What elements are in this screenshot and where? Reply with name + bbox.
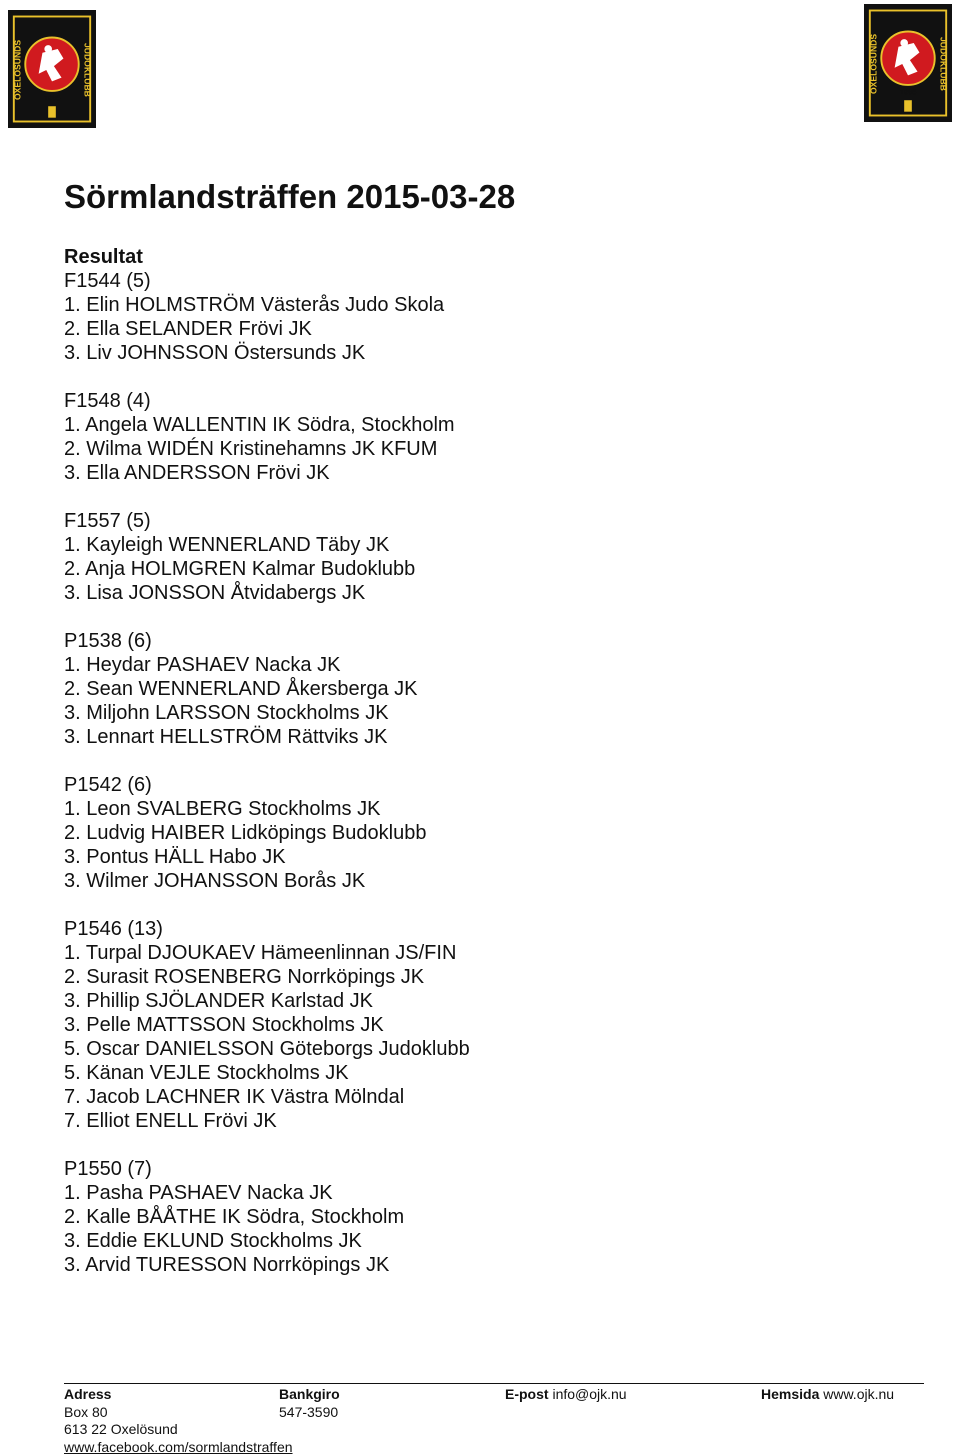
footer-email [505, 1386, 627, 1404]
group-header: F1557 (5) [64, 510, 151, 532]
result-group [64, 773, 470, 893]
bankgiro-label: Bankgiro [279, 1386, 340, 1402]
result-group [64, 917, 470, 1133]
result-line: 1. Heydar PASHAEV Nacka JK [64, 654, 341, 676]
result-group [64, 269, 470, 365]
result-line: 2. Surasit ROSENBERG Norrköpings JK [64, 966, 425, 988]
result-line: 1. Leon SVALBERG Stockholms JK [64, 798, 381, 820]
group-header: P1538 (6) [64, 630, 152, 652]
result-line: 7. Elliot ENELL Frövi JK [64, 1110, 277, 1132]
group-header: P1542 (6) [64, 774, 152, 796]
result-line: 2. Kalle BÅÅTHE IK Södra, Stockholm [64, 1206, 405, 1228]
result-line: 3. Eddie EKLUND Stockholms JK [64, 1230, 362, 1252]
result-line: 3. Pontus HÄLL Habo JK [64, 846, 286, 868]
result-line: 7. Jacob LACHNER IK Västra Mölndal [64, 1086, 405, 1108]
logo-left-text: OXELÖSUNDS [12, 39, 23, 100]
page-title: Sörmlandsträffen 2015-03-28 [64, 178, 516, 215]
result-line: 3. Wilmer JOHANSSON Borås JK [64, 870, 366, 892]
group-header: P1546 (13) [64, 918, 163, 940]
result-group [64, 1157, 470, 1277]
result-line: 1. Pasha PASHAEV Nacka JK [64, 1182, 333, 1204]
result-line: 3. Lisa JONSSON Åtvidabergs JK [64, 582, 366, 604]
result-line: 3. Pelle MATTSSON Stockholms JK [64, 1014, 384, 1036]
result-line: 2. Ludvig HAIBER Lidköpings Budoklubb [64, 822, 427, 844]
footer-website [761, 1386, 894, 1404]
club-logo-left [8, 10, 96, 128]
result-line: 2. Wilma WIDÉN Kristinehamns JK KFUM [64, 438, 438, 460]
club-logo-right [864, 4, 952, 122]
result-line: 5. Oscar DANIELSSON Göteborgs Judoklubb [64, 1038, 470, 1060]
footer-bankgiro [279, 1386, 340, 1421]
result-group [64, 389, 470, 485]
result-line: 3. Lennart HELLSTRÖM Rättviks JK [64, 726, 388, 748]
email-label: E-post [505, 1386, 549, 1402]
bankgiro-value: 547-3590 [279, 1403, 339, 1420]
logo-left-text: OXELÖSUNDS [868, 33, 879, 94]
logo-right-text: JUDOKLUBB [82, 43, 93, 97]
group-header: P1550 (7) [64, 1158, 152, 1180]
result-line: 1. Turpal DJOUKAEV Hämeenlinnan JS/FIN [64, 942, 457, 964]
logo-year-text: 1966 [43, 93, 61, 103]
result-line: 2. Ella SELANDER Frövi JK [64, 318, 312, 340]
address-label: Adress [64, 1386, 112, 1402]
results-groups [64, 269, 470, 1277]
facebook-link[interactable]: www.facebook.com/sormlandstraffen [64, 1438, 293, 1455]
group-header: F1548 (4) [64, 390, 151, 412]
result-line: 1. Elin HOLMSTRÖM Västerås Judo Skola [64, 294, 445, 316]
website-label: Hemsida [761, 1386, 820, 1402]
result-line: 3. Arvid TURESSON Norrköpings JK [64, 1254, 390, 1276]
result-line: 3. Liv JOHNSSON Östersunds JK [64, 342, 366, 364]
result-line: 3. Ella ANDERSSON Frövi JK [64, 462, 330, 484]
email-value[interactable]: info@ojk.nu [552, 1386, 627, 1402]
result-line: 1. Kayleigh WENNERLAND Täby JK [64, 534, 390, 556]
result-line: 5. Känan VEJLE Stockholms JK [64, 1062, 349, 1084]
footer-address [64, 1386, 293, 1456]
results-heading: Resultat [64, 246, 143, 268]
results-section [64, 245, 470, 1301]
result-line: 3. Miljohn LARSSON Stockholms JK [64, 702, 389, 724]
club-logo-emblem [866, 6, 950, 120]
footer [64, 1383, 924, 1455]
result-group [64, 509, 470, 605]
group-header: F1544 (5) [64, 270, 151, 292]
result-line: 1. Angela WALLENTIN IK Södra, Stockholm [64, 414, 455, 436]
result-line: 2. Anja HOLMGREN Kalmar Budoklubb [64, 558, 416, 580]
website-value[interactable]: www.ojk.nu [823, 1386, 895, 1402]
result-line: 2. Sean WENNERLAND Åkersberga JK [64, 678, 418, 700]
club-logo-emblem [10, 12, 94, 126]
logo-right-text: JUDOKLUBB [938, 37, 949, 91]
result-group [64, 629, 470, 749]
address-line-1: Box 80 [64, 1403, 108, 1420]
address-line-2: 613 22 Oxelösund [64, 1421, 178, 1437]
logo-year-text: 1966 [899, 87, 917, 97]
result-line: 3. Phillip SJÖLANDER Karlstad JK [64, 990, 374, 1012]
